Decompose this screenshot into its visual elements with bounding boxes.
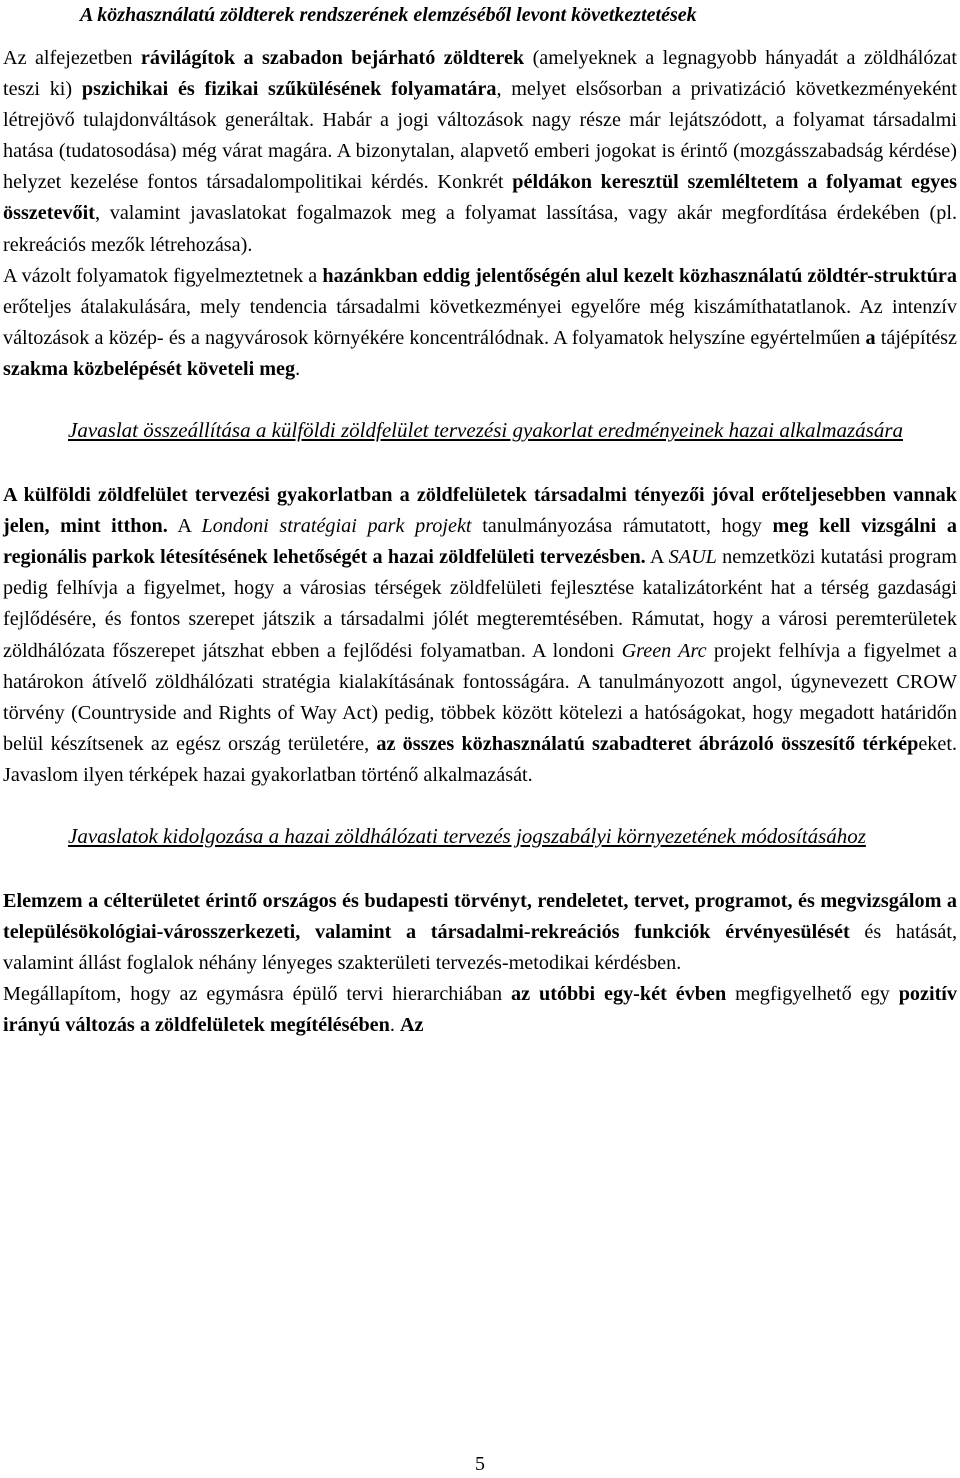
italic-run: Green Arc [621, 639, 707, 662]
text-run: A [645, 546, 669, 569]
text-run: , valamint javaslatokat fogalmazok meg a folyamat lassítása, vagy akár megfordítása érdekében (pl. rekreációs mezők létrehozása). [3, 202, 957, 256]
paragraph-4 [3, 886, 957, 979]
bold-run: pszichikai és fizikai szűkülésének folyamatára [81, 78, 497, 101]
spacer [3, 446, 957, 480]
paragraph-2 [3, 261, 957, 385]
text-run: Az alfejezetben [3, 47, 141, 69]
bold-run: pozitív irányú változás a zöldfelületek megítélésében [3, 983, 958, 1037]
text-run: , melyet elsősorban a privatizáció következményeként létrejövő tulajdonváltások generáltak. Habár a jogi változások nagy része már lejátszódott, a folyamat társadalmi hatása (tudatosodása) még várat magára. A bizonytalan, alapvető emberi jogokat is érintő (mozgásszabadság kérdése) helyzet kezelése fontos társadalompolitikai kérdés. Konkrét [3, 78, 958, 194]
text-run: megfigyelhető egy [726, 983, 899, 1006]
paragraph-3 [3, 480, 957, 791]
text-run: erőteljes átalakulására, mely tendencia társadalmi következményei egyelőre még kiszámíthatatlanok. Az intenzív változások a közép- és a nagyvárosok környékére koncentrálódnak. A folyamatok helyszíne egyértelműen [3, 295, 957, 349]
text-run: projekt felhívja a figyelmet a határokon átívelő zöldhálózati stratégia kialakításának fontosságára. A tanulmányozott angol, úgynevezett CROW törvény (Countryside and Rights of Way Act) pedig, többek között kötelezi a hatóságokat, hogy megadott határidőn belül készítsenek az egész ország területére, [3, 639, 957, 755]
subheading-1 [3, 415, 957, 446]
subheading-text: Javaslatok kidolgozása a hazai zöldhálózati tervezés jogszabályi környezetének módosításához [68, 823, 866, 848]
text-run: A vázolt folyamatok figyelmeztetnek a [3, 264, 323, 287]
bold-run: a [865, 326, 876, 349]
italic-run: Londoni stratégiai park projekt [201, 515, 472, 538]
bold-run: rávilágítok a szabadon bejárható zöldterek [140, 47, 525, 69]
paragraph-5 [3, 979, 957, 1041]
paragraph-1 [3, 43, 957, 261]
document-page [3, 0, 957, 1041]
text-run: . [389, 1014, 400, 1037]
text-run: tanulmányozása rámutatott, hogy [471, 515, 773, 538]
bold-run: hazánkban eddig jelentőségén alul kezelt közhasználatú zöldtér-struktúra [322, 264, 957, 287]
bold-run: az összes közhasználatú szabadteret ábrázoló összesítő térkép [376, 732, 919, 755]
text-run: (amelyeknek a legnagyobb hányadát a zöldhálózat teszi ki) [3, 47, 957, 101]
bold-run: az utóbbi egy-két évben [511, 983, 727, 1006]
text-run: Megállapítom, hogy az egymásra épülő tervi hierarchiában [3, 983, 512, 1006]
italic-run: SAUL [668, 546, 717, 569]
bold-run: Az [399, 1014, 424, 1037]
page-number: 5 [475, 1453, 485, 1475]
subheading-2 [3, 821, 957, 852]
text-run: . [295, 357, 301, 380]
bold-run: Elemzem a célterületet érintő országos és budapesti törvényt, rendeletet, tervet, programot, és megvizsgálom a településökológiai-városszerkezeti, valamint a társadalmi-rekreációs funkciók érvényesülését [3, 889, 957, 944]
spacer [3, 852, 957, 886]
spacer [3, 385, 957, 415]
section-heading: A közhasználatú zöldterek rendszerének elemzéséből levont következtetések [80, 4, 697, 26]
text-run: tájépítész [875, 326, 957, 349]
text-run: nemzetközi kutatási program pedig felhívja a figyelmet, hogy a városias térségek zöldfelületi fejlesztése katalizátorként hat a térség gazdasági fejlődésére, és fontos szerepet játszik a társadalmi jólét megteremtésében. Rámutat, hogy a városi peremterületek zöldhálózata főszerepet játszhat ebben a fejlődési folyamatban. A londoni [3, 546, 957, 662]
text-run: eket. Javaslom ilyen térképek hazai gyakorlatban történő alkalmazását. [3, 732, 957, 786]
spacer [3, 29, 957, 43]
bold-run: meg kell vizsgálni a regionális parkok létesítésének lehetőségét a hazai zöldfelületi tervezésben. [3, 515, 957, 569]
text-run: A [167, 515, 202, 538]
spacer [3, 791, 957, 821]
bold-run: szakma közbelépését követeli meg [3, 357, 296, 380]
text-run: és hatását, valamint állást foglalok néhány lényeges szakterületi tervezés-metodikai kérdésben. [3, 921, 957, 975]
bold-run: A külföldi zöldfelület tervezési gyakorlatban a zöldfelületek társadalmi tényezői jóval erőteljesebben vannak jelen, mint itthon. [3, 484, 957, 538]
subheading-text: Javaslat összeállítása a külföldi zöldfelület tervezési gyakorlat eredményeinek hazai alkalmazására [68, 418, 903, 443]
bold-run: példákon keresztül szemléltetem a folyamat egyes összetevőit [3, 171, 957, 225]
